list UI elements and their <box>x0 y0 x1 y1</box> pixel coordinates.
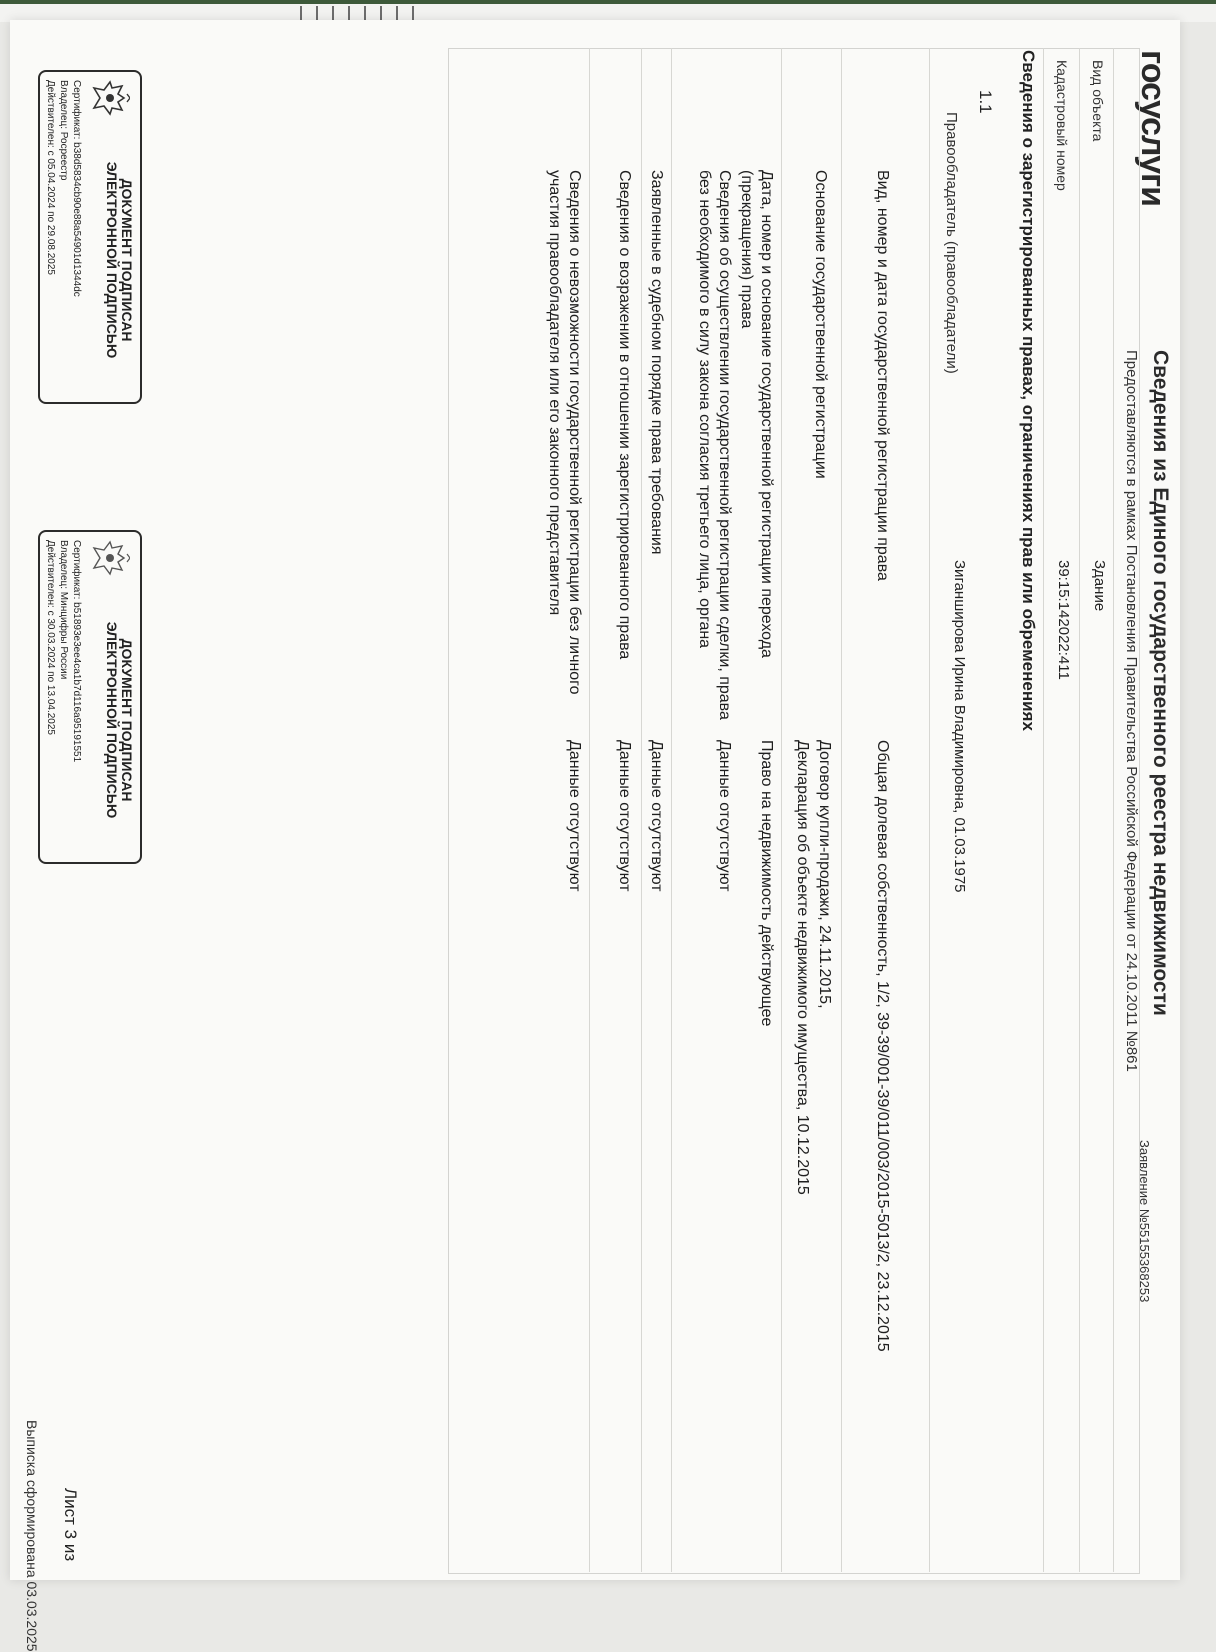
divider <box>671 48 672 1572</box>
table-row-value: Данные отсутствуют <box>716 740 733 892</box>
footer-note: Выписка сформирована 03.03.2025 <box>24 1420 40 1652</box>
object-type-value: Здание <box>1091 560 1108 612</box>
divider <box>1043 48 1044 1572</box>
stamp-owner: Владелец: Минцифры России <box>58 540 69 680</box>
divider <box>641 48 642 1572</box>
brand-logo: госуслуги <box>1134 50 1172 207</box>
object-type-label: Вид объекта <box>1090 60 1106 142</box>
stamp-title: ДОКУМЕНТ ПОДПИСАН ЭЛЕКТРОННОЙ ПОДПИСЬЮ <box>104 161 135 359</box>
eagle-emblem-icon <box>86 78 130 118</box>
table-row-label: Сведения о невозможности государственной регистрации без личного участия правообладателя или его законного представителя <box>546 170 583 695</box>
binder-edge <box>0 0 1216 22</box>
stamp-certificate: Сертификат: b51893e3ee4ca1b7d116a95191551 <box>71 540 82 763</box>
table-row-value: Право на недвижимость действующее <box>758 740 775 1027</box>
table-row-value: Общая долевая собственность, 1/2, 39-39/001-39/011/003/2015-5013/2, 23.12.2015 <box>874 740 891 1352</box>
table-row-value: Декларация об объекте недвижимого имущества, 10.12.2015 <box>794 740 811 1195</box>
statement-number: Заявление №55155368253 <box>1137 1140 1152 1303</box>
page-title: Сведения из Единого государственного реестра недвижимости <box>1149 350 1172 1016</box>
divider <box>841 48 842 1572</box>
table-row-value: Договор купли-продажи, 24.11.2015, <box>816 740 833 1009</box>
table-row-value: Данные отсутствуют <box>616 740 633 892</box>
table-row-label: Основание государственной регистрации <box>812 170 829 479</box>
divider <box>1079 48 1080 1572</box>
table-row-value: Данные отсутствуют <box>566 740 583 892</box>
section-title: Сведения о зарегистрированных правах, ограничениях прав или обременениях <box>1019 50 1038 731</box>
stamp-validity: Действителен: с 30.03.2024 по 13.04.2025 <box>45 540 56 735</box>
table-row-label: Вид, номер и дата государственной регистрации права <box>874 170 891 581</box>
owner-value: Зиганширова Ирина Владимировна, 01.03.1975 <box>951 560 968 893</box>
divider <box>1113 48 1114 1572</box>
stamp-owner: Владелец: Росреестр <box>58 80 69 181</box>
table-row-label: Сведения об осуществлении государственной регистрации сделки, права без необходимого в силу закона согласия третьего лица, органа <box>696 170 733 720</box>
stamp-certificate: Сертификат: b38d5834cb90e88a54901d1344dc <box>71 80 82 297</box>
table-row-label: Заявленные в судебном порядке права требования <box>648 170 665 555</box>
divider <box>589 48 590 1572</box>
owner-label: Правообладатель (правообладатели) <box>943 112 960 374</box>
eagle-emblem-icon <box>86 538 130 578</box>
cadastral-value: 39:15:142022:411 <box>1055 560 1072 680</box>
table-row-label: Сведения о возражении в отношении зарегистрированного права <box>616 170 633 660</box>
page-subtitle: Предоставляются в рамках Постановления Правительства Российской Федерации от 24.10.2011 №861 <box>1123 350 1140 1072</box>
document-page <box>10 20 1180 1652</box>
stamp-title: ДОКУМЕНТ ПОДПИСАН ЭЛЕКТРОННОЙ ПОДПИСЬЮ <box>104 621 135 819</box>
table-row-value: Данные отсутствуют <box>648 740 665 892</box>
table-row-label: Дата, номер и основание государственной регистрации перехода (прекращения) права <box>738 170 775 658</box>
divider <box>781 48 782 1572</box>
signature-stamp <box>38 530 142 864</box>
cadastral-label: Кадастровый номер <box>1054 60 1070 191</box>
section-number: 1.1 <box>976 90 995 114</box>
sheet-number: Лист 3 из <box>61 1488 80 1562</box>
stamp-validity: Действителен: с 05.04.2024 по 29.08.2025 <box>45 80 56 275</box>
divider <box>929 48 930 1572</box>
signature-stamp <box>38 70 142 404</box>
